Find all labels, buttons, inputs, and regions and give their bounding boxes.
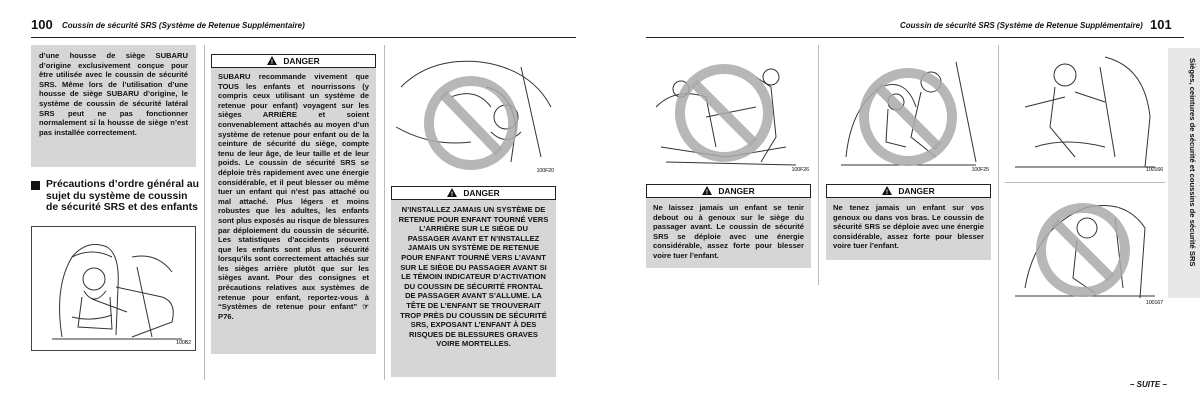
figure-id: 100F25 [971,167,989,173]
page-header: Coussin de sécurité SRS (Système de Retenue Supplémentaire) [62,21,305,30]
danger-text: N’INSTALLEZ JAMAIS UN SYSTÈME DE RETENUE POUR ENFANT TOURNÉ VERS L’ARRIÈRE SUR LE SIÈGE DU PASSAGER AVANT ET N’INSTALLEZ JAMAIS UN SYSTÈME DE RETENUE POUR ENFANT TOURNÉ VERS L’AVANT SUR LE SIÈGE DU PASSAGER AVANT SI LE TÉMOIN INDICATEUR D’ACTIVATION DU COUSSIN DE SÉCURITÉ FRONTAL DE PASSAGER AVANT S’ALLUME. LA TÊTE DE L’ENFANT SE TROUVERAIT TROP PRÈS DU COUSSIN DE SÉCURITÉ SRS, EXPOSANT L’ENFANT À DES RISQUES DE BLESSURES GRAVES VOIRE MORTELLES. [398,205,549,349]
warning-icon [702,186,712,195]
danger-header [211,54,376,68]
danger-text: Ne tenez jamais un enfant sur vos genoux ou dans vos bras. Le coussin de sécurité SRS se déploie avec une énergie considérable, assez forte pour blesser voire tuer l’enfant. [833,203,984,251]
continued-label: – SUITE – [1130,380,1167,389]
warning-icon [447,188,457,197]
figure-id: 100B2 [176,340,191,346]
figure-id: 100F26 [791,167,809,173]
note-box [31,45,196,167]
prohibited-illustration [826,47,991,175]
note-text: d’une housse de siège SUBARU d’origine exclusivement conçue pour être utilisée avec le coussin de sécurité SRS. Même lors de l’utilisation d’une housse de siège SUBARU d’origine, le système de coussin de sécurité latéral SRS peut ne pas fonctionner normalement si la housse de siège n’est pas installée correctement. [39,51,188,137]
figure-divider [1005,182,1165,183]
correct-seating-illustration [1005,47,1165,175]
page-number: 101 [1150,17,1172,32]
prohibited-illustration [646,47,811,175]
header-rule [646,37,1184,38]
danger-header [826,184,991,198]
page-number: 100 [31,17,53,32]
danger-box [826,198,991,260]
right-page [600,0,1200,402]
danger-title: DANGER [463,188,500,198]
figure-id: 100167 [1145,300,1163,306]
child-seat-illustration [32,227,195,350]
danger-header [646,184,811,198]
danger-header [391,186,556,200]
danger-box [646,198,811,268]
danger-box [391,200,556,377]
rear-facing-seat-prohibited-figure [391,47,556,174]
column-divider [818,45,819,285]
danger-box [211,68,376,354]
figure-id: 100F20 [536,168,554,174]
header-rule [31,37,576,38]
prohibited-illustration [1005,188,1165,306]
child-in-rear-seat-figure [1005,47,1165,175]
column-divider [204,45,205,380]
chapter-tab-label: Sièges, ceintures de sécurité et coussins de sécurité SRS [1188,58,1197,267]
section-title: Précautions d’ordre général au sujet du système de coussin de sécurité SRS et des enfants [46,179,200,213]
child-standing-figure [646,47,811,175]
column-divider [384,45,385,380]
child-standing-seat-figure [1005,188,1165,306]
danger-title: DANGER [898,186,935,196]
danger-text: Ne laissez jamais un enfant se tenir debout ou à genoux sur le siège du passager avant. Le coussin de sécurité SRS se déploie avec une énergie considérable, assez forte pour blesser voire tuer l’enfant. [653,203,804,260]
section-bullet-icon [31,181,40,190]
warning-icon [882,186,892,195]
danger-title: DANGER [283,56,320,66]
danger-title: DANGER [718,186,755,196]
figure-id: 100166 [1145,167,1163,173]
child-seat-figure [31,226,196,351]
warning-icon [267,56,277,65]
child-on-lap-figure [826,47,991,175]
danger-text: SUBARU recommande vivement que TOUS les enfants et nourrissons (y compris ceux utilisant un système de retenue pour enfant) voyagent sur les sièges ARRIÈRE et soient convenablement attachés au moyen d’un système de retenue pour enfant ou de la ceinture de sécurité du siège, compte tenu de leur âge, de leur taille et de leur poids. Le coussin de sécurité SRS se déploie très rapidement avec une énergie considérable, et il peut blesser ou même tuer un enfant qui n’est pas attaché ou mal attaché. Plus légers et moins robustes que les adultes, les enfants sont plus exposés au risque de blessures par déploiement du coussin de sécurité. Les statistiques d’accidents prouvent que les enfants sont plus en sécurité lorsqu’ils sont correctement attachés sur les sièges arrière plutôt que sur les sièges avant. Pour des consignes et précautions relatives aux systèmes de retenue pour enfant, reportez-vous à “Systèmes de retenue pour enfant” ☞ P76. [218,72,369,321]
prohibited-illustration [391,47,556,174]
page-header: Coussin de sécurité SRS (Système de Retenue Supplémentaire) [900,21,1143,30]
column-divider [998,45,999,380]
